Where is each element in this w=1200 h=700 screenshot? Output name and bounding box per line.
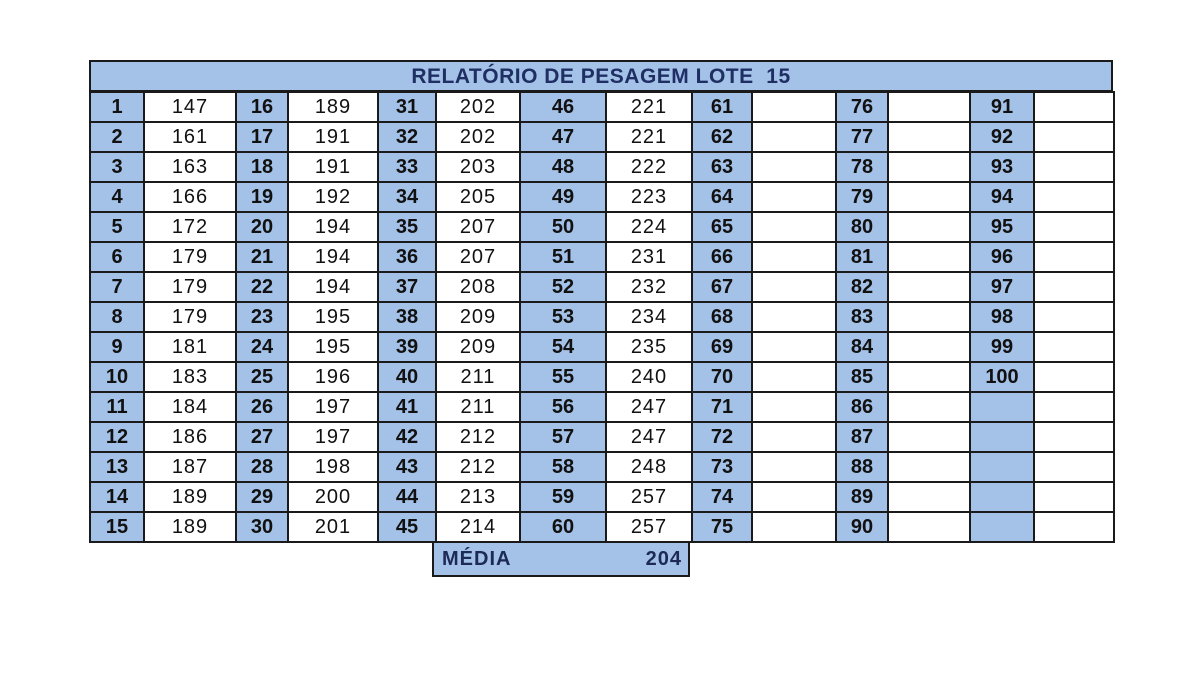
- weight-cell: 189: [288, 92, 378, 122]
- weight-cell: 247: [606, 392, 692, 422]
- weight-cell: 205: [436, 182, 520, 212]
- animal-number-cell: 11: [90, 392, 144, 422]
- animal-number-cell: 33: [378, 152, 436, 182]
- table-row: [90, 242, 1114, 272]
- animal-number-cell: 96: [970, 242, 1034, 272]
- weight-cell: 186: [144, 422, 236, 452]
- weight-cell: [752, 422, 836, 452]
- animal-number-cell: 17: [236, 122, 288, 152]
- animal-number-cell: 91: [970, 92, 1034, 122]
- weight-cell: [888, 152, 970, 182]
- animal-number-cell: 65: [692, 212, 752, 242]
- table-row: [90, 422, 1114, 452]
- weight-cell: [1034, 332, 1114, 362]
- animal-number-cell: 14: [90, 482, 144, 512]
- weight-cell: 234: [606, 302, 692, 332]
- animal-number-cell: 86: [836, 392, 888, 422]
- animal-number-cell: 77: [836, 122, 888, 152]
- animal-number-cell: 3: [90, 152, 144, 182]
- weight-cell: [1034, 152, 1114, 182]
- weight-cell: [1034, 122, 1114, 152]
- weight-cell: 214: [436, 512, 520, 542]
- weight-cell: 257: [606, 512, 692, 542]
- animal-number-cell: 37: [378, 272, 436, 302]
- weight-cell: 247: [606, 422, 692, 452]
- weight-cell: [1034, 92, 1114, 122]
- weight-cell: [1034, 362, 1114, 392]
- weight-cell: 212: [436, 452, 520, 482]
- table-row: [90, 122, 1114, 152]
- weight-cell: 191: [288, 122, 378, 152]
- weight-cell: 221: [606, 122, 692, 152]
- animal-number-cell: 89: [836, 482, 888, 512]
- weight-cell: [888, 512, 970, 542]
- weight-cell: 161: [144, 122, 236, 152]
- table-row: [90, 182, 1114, 212]
- weight-cell: 192: [288, 182, 378, 212]
- animal-number-cell: 32: [378, 122, 436, 152]
- weight-cell: 211: [436, 392, 520, 422]
- animal-number-cell: 53: [520, 302, 606, 332]
- animal-number-cell: 70: [692, 362, 752, 392]
- weight-cell: [1034, 212, 1114, 242]
- animal-number-cell: 100: [970, 362, 1034, 392]
- animal-number-cell: 4: [90, 182, 144, 212]
- weight-cell: 189: [144, 512, 236, 542]
- animal-number-cell: 56: [520, 392, 606, 422]
- weight-cell: [752, 512, 836, 542]
- animal-number-cell: 48: [520, 152, 606, 182]
- animal-number-cell: 97: [970, 272, 1034, 302]
- weight-cell: [752, 392, 836, 422]
- weight-cell: 166: [144, 182, 236, 212]
- weight-cell: 209: [436, 302, 520, 332]
- animal-number-cell: 12: [90, 422, 144, 452]
- animal-number-cell: 74: [692, 482, 752, 512]
- weight-cell: [1034, 392, 1114, 422]
- weight-cell: [752, 362, 836, 392]
- weight-cell: [1034, 182, 1114, 212]
- weight-cell: [1034, 422, 1114, 452]
- animal-number-cell: 19: [236, 182, 288, 212]
- average-value: 204: [645, 547, 682, 570]
- animal-number-cell: 57: [520, 422, 606, 452]
- weight-cell: [888, 362, 970, 392]
- animal-number-cell: 90: [836, 512, 888, 542]
- animal-number-cell: 66: [692, 242, 752, 272]
- table-row: [90, 212, 1114, 242]
- animal-number-cell: 15: [90, 512, 144, 542]
- weight-cell: [752, 302, 836, 332]
- animal-number-cell: [970, 452, 1034, 482]
- table-row: [90, 482, 1114, 512]
- animal-number-cell: 35: [378, 212, 436, 242]
- weight-cell: 197: [288, 392, 378, 422]
- weight-cell: [888, 452, 970, 482]
- weight-cell: 202: [436, 92, 520, 122]
- weight-cell: [752, 272, 836, 302]
- weight-cell: [1034, 272, 1114, 302]
- weight-cell: 194: [288, 272, 378, 302]
- animal-number-cell: 59: [520, 482, 606, 512]
- table-row: [90, 512, 1114, 542]
- animal-number-cell: 44: [378, 482, 436, 512]
- weight-cell: 196: [288, 362, 378, 392]
- weight-cell: [1034, 482, 1114, 512]
- animal-number-cell: 5: [90, 212, 144, 242]
- animal-number-cell: [970, 482, 1034, 512]
- weight-cell: 201: [288, 512, 378, 542]
- animal-number-cell: 16: [236, 92, 288, 122]
- weight-cell: 197: [288, 422, 378, 452]
- weight-cell: 209: [436, 332, 520, 362]
- weight-cell: [888, 332, 970, 362]
- animal-number-cell: 82: [836, 272, 888, 302]
- animal-number-cell: 61: [692, 92, 752, 122]
- weight-cell: 181: [144, 332, 236, 362]
- weight-cell: [888, 392, 970, 422]
- weight-cell: [752, 152, 836, 182]
- weight-cell: [888, 122, 970, 152]
- animal-number-cell: [970, 512, 1034, 542]
- weight-cell: 179: [144, 242, 236, 272]
- weight-cell: 211: [436, 362, 520, 392]
- weight-cell: 221: [606, 92, 692, 122]
- animal-number-cell: 68: [692, 302, 752, 332]
- weight-cell: 189: [144, 482, 236, 512]
- animal-number-cell: 63: [692, 152, 752, 182]
- animal-number-cell: 45: [378, 512, 436, 542]
- animal-number-cell: 24: [236, 332, 288, 362]
- weight-cell: [888, 182, 970, 212]
- weight-cell: 213: [436, 482, 520, 512]
- weight-cell: [1034, 302, 1114, 332]
- animal-number-cell: 43: [378, 452, 436, 482]
- weight-cell: [752, 332, 836, 362]
- weighing-report: [89, 60, 1113, 577]
- weight-cell: [752, 482, 836, 512]
- animal-number-cell: 18: [236, 152, 288, 182]
- animal-number-cell: 28: [236, 452, 288, 482]
- weight-cell: 179: [144, 302, 236, 332]
- animal-number-cell: 83: [836, 302, 888, 332]
- weight-cell: [888, 92, 970, 122]
- weight-cell: [888, 272, 970, 302]
- animal-number-cell: 27: [236, 422, 288, 452]
- weight-cell: 183: [144, 362, 236, 392]
- table-row: [90, 152, 1114, 182]
- animal-number-cell: 92: [970, 122, 1034, 152]
- animal-number-cell: 87: [836, 422, 888, 452]
- weight-cell: 194: [288, 242, 378, 272]
- weight-cell: 163: [144, 152, 236, 182]
- weight-cell: [1034, 452, 1114, 482]
- weight-cell: 235: [606, 332, 692, 362]
- weight-cell: [1034, 512, 1114, 542]
- weight-cell: 198: [288, 452, 378, 482]
- weight-cell: [752, 122, 836, 152]
- weight-cell: 200: [288, 482, 378, 512]
- animal-number-cell: [970, 392, 1034, 422]
- weight-cell: 172: [144, 212, 236, 242]
- animal-number-cell: 13: [90, 452, 144, 482]
- table-row: [90, 92, 1114, 122]
- weight-cell: 240: [606, 362, 692, 392]
- weight-cell: [1034, 242, 1114, 272]
- animal-number-cell: 29: [236, 482, 288, 512]
- animal-number-cell: 47: [520, 122, 606, 152]
- weight-cell: 194: [288, 212, 378, 242]
- animal-number-cell: 50: [520, 212, 606, 242]
- animal-number-cell: 46: [520, 92, 606, 122]
- weight-cell: 147: [144, 92, 236, 122]
- weight-cell: [888, 302, 970, 332]
- animal-number-cell: 94: [970, 182, 1034, 212]
- animal-number-cell: 54: [520, 332, 606, 362]
- animal-number-cell: 75: [692, 512, 752, 542]
- animal-number-cell: 52: [520, 272, 606, 302]
- weights-table: [89, 91, 1115, 543]
- weight-cell: 191: [288, 152, 378, 182]
- weight-cell: 203: [436, 152, 520, 182]
- animal-number-cell: 72: [692, 422, 752, 452]
- weight-cell: [752, 92, 836, 122]
- animal-number-cell: 98: [970, 302, 1034, 332]
- animal-number-cell: 78: [836, 152, 888, 182]
- animal-number-cell: 71: [692, 392, 752, 422]
- weight-cell: 207: [436, 242, 520, 272]
- animal-number-cell: 88: [836, 452, 888, 482]
- animal-number-cell: 51: [520, 242, 606, 272]
- weight-cell: 187: [144, 452, 236, 482]
- animal-number-cell: 8: [90, 302, 144, 332]
- weight-cell: 195: [288, 332, 378, 362]
- table-row: [90, 332, 1114, 362]
- weight-cell: 179: [144, 272, 236, 302]
- animal-number-cell: 10: [90, 362, 144, 392]
- animal-number-cell: 26: [236, 392, 288, 422]
- animal-number-cell: 9: [90, 332, 144, 362]
- weight-cell: [888, 422, 970, 452]
- table-row: [90, 452, 1114, 482]
- animal-number-cell: 40: [378, 362, 436, 392]
- animal-number-cell: 25: [236, 362, 288, 392]
- animal-number-cell: 85: [836, 362, 888, 392]
- animal-number-cell: 38: [378, 302, 436, 332]
- weight-cell: 207: [436, 212, 520, 242]
- weight-cell: [888, 242, 970, 272]
- animal-number-cell: 84: [836, 332, 888, 362]
- weight-cell: 195: [288, 302, 378, 332]
- table-row: [90, 392, 1114, 422]
- animal-number-cell: 30: [236, 512, 288, 542]
- weight-cell: [752, 182, 836, 212]
- weight-cell: 232: [606, 272, 692, 302]
- animal-number-cell: 23: [236, 302, 288, 332]
- animal-number-cell: 76: [836, 92, 888, 122]
- animal-number-cell: 34: [378, 182, 436, 212]
- weight-cell: 208: [436, 272, 520, 302]
- weight-cell: [888, 482, 970, 512]
- table-row: [90, 362, 1114, 392]
- weight-cell: 222: [606, 152, 692, 182]
- animal-number-cell: 95: [970, 212, 1034, 242]
- weight-cell: 248: [606, 452, 692, 482]
- animal-number-cell: 93: [970, 152, 1034, 182]
- animal-number-cell: 21: [236, 242, 288, 272]
- animal-number-cell: 7: [90, 272, 144, 302]
- animal-number-cell: 1: [90, 92, 144, 122]
- animal-number-cell: 55: [520, 362, 606, 392]
- weight-cell: [888, 212, 970, 242]
- animal-number-cell: 36: [378, 242, 436, 272]
- animal-number-cell: 80: [836, 212, 888, 242]
- animal-number-cell: 42: [378, 422, 436, 452]
- weight-cell: 224: [606, 212, 692, 242]
- animal-number-cell: 81: [836, 242, 888, 272]
- animal-number-cell: 22: [236, 272, 288, 302]
- animal-number-cell: 73: [692, 452, 752, 482]
- animal-number-cell: 99: [970, 332, 1034, 362]
- animal-number-cell: 58: [520, 452, 606, 482]
- animal-number-cell: 6: [90, 242, 144, 272]
- animal-number-cell: 69: [692, 332, 752, 362]
- report-title: RELATÓRIO DE PESAGEM LOTE 15: [89, 60, 1113, 92]
- average-label: MÉDIA: [442, 547, 512, 570]
- weight-cell: 184: [144, 392, 236, 422]
- weight-cell: [752, 452, 836, 482]
- animal-number-cell: [970, 422, 1034, 452]
- weight-cell: 231: [606, 242, 692, 272]
- animal-number-cell: 64: [692, 182, 752, 212]
- weight-cell: [752, 242, 836, 272]
- animal-number-cell: 20: [236, 212, 288, 242]
- table-row: [90, 272, 1114, 302]
- weight-cell: 223: [606, 182, 692, 212]
- animal-number-cell: 62: [692, 122, 752, 152]
- weight-cell: 212: [436, 422, 520, 452]
- animal-number-cell: 31: [378, 92, 436, 122]
- animal-number-cell: 67: [692, 272, 752, 302]
- animal-number-cell: 79: [836, 182, 888, 212]
- weight-cell: [752, 212, 836, 242]
- weight-cell: 202: [436, 122, 520, 152]
- animal-number-cell: 60: [520, 512, 606, 542]
- animal-number-cell: 49: [520, 182, 606, 212]
- animal-number-cell: 2: [90, 122, 144, 152]
- animal-number-cell: 41: [378, 392, 436, 422]
- average-box: [432, 543, 690, 577]
- animal-number-cell: 39: [378, 332, 436, 362]
- weight-cell: 257: [606, 482, 692, 512]
- table-row: [90, 302, 1114, 332]
